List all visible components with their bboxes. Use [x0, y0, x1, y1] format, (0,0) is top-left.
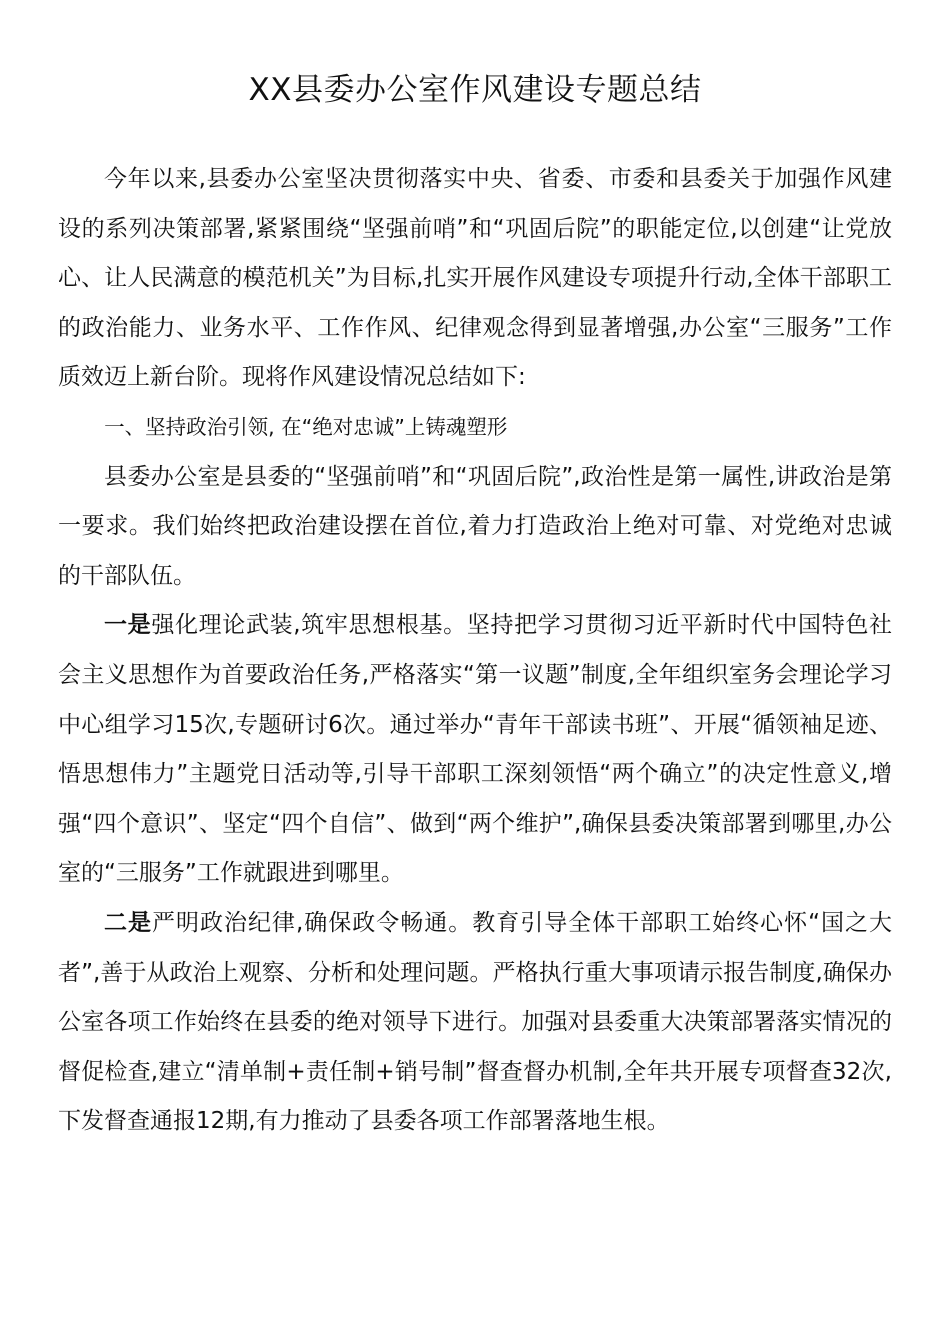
- document-body: [58, 155, 892, 1147]
- section-heading: 一、坚持政治引领, 在“绝对忠诚”上铸魂塑形: [104, 414, 508, 439]
- document-title: XX县委办公室作风建设专题总结: [248, 72, 702, 108]
- point-two-lead: 二是: [104, 909, 152, 936]
- section-summary-paragraph: 县委办公室是县委的“坚强前哨”和“巩固后院”,政治性是第一属性,讲政治是第一要求。我们始终把政治建设摆在首位,着力打造政治上绝对可靠、对党绝对忠诚的干部队伍。: [58, 463, 892, 589]
- point-one-text: 强化理论武装,筑牢思想根基。坚持把学习贯彻习近平新时代中国特色社会主义思想作为首要政治任务,严格落实“第一议题”制度,全年组织室务会理论学习中心组学习15次,专题研讨6次。通过举办“青年干部读书班”、开展“循领袖足迹、悟思想伟力”主题党日活动等,引导干部职工深刻领悟“两个确立”的决定性意义,增强“四个意识”、坚定“四个自信”、做到“两个维护”,确保县委决策部署到哪里,办公室的“三服务”工作就跟进到哪里。: [58, 612, 893, 887]
- intro-paragraph: 今年以来,县委办公室坚决贯彻落实中央、省委、市委和县委关于加强作风建设的系列决策部署,紧紧围绕“坚强前哨”和“巩固后院”的职能定位,以创建“让党放心、让人民满意的模范机关”为目标,扎实开展作风建设专项提升行动,全体干部职工的政治能力、业务水平、工作作风、纪律观念得到显著增强,办公室“三服务”工作质效迈上新台阶。现将作风建设情况总结如下:: [58, 166, 892, 391]
- point-two-paragraph: [58, 899, 892, 1147]
- point-two-text: 严明政治纪律,确保政令畅通。教育引导全体干部职工始终心怀“国之大者”,善于从政治上观察、分析和处理问题。严格执行重大事项请示报告制度,确保办公室各项工作始终在县委的绝对领导下进行。加强对县委重大决策部署落实情况的督促检查,建立“清单制+责任制+销号制”督查督办机制,全年共开展专项督查32次,下发督查通报12期,有力推动了县委各项工作部署落地生根。: [58, 909, 893, 1135]
- point-one-paragraph: [58, 601, 892, 899]
- point-one-lead: 一是: [104, 612, 152, 639]
